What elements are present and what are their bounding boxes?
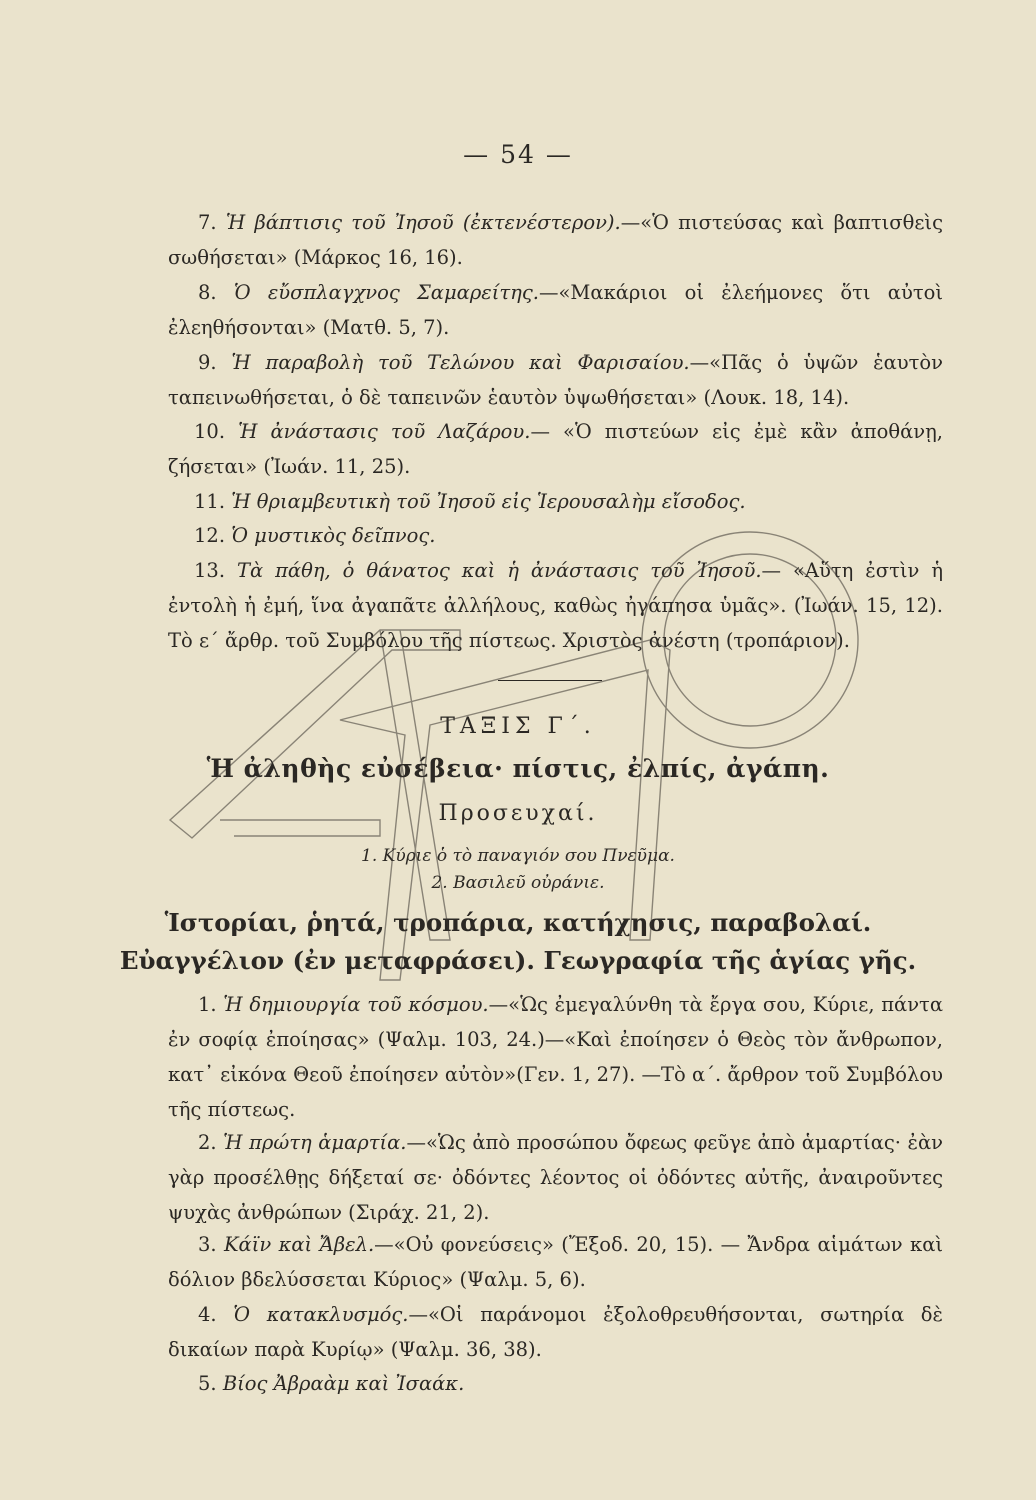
item-title: Τὰ πάθη, ὁ θάνατος καὶ ἡ ἀνάστασις τοῦ Ἰησοῦ. xyxy=(236,559,762,582)
section-divider xyxy=(498,680,602,681)
list-item xyxy=(168,414,943,484)
list-item xyxy=(168,1366,943,1401)
item-text: —«Οὐ φονεύσεις» (Ἔξοδ. 20, 15). — Ἄνδρα αἱμάτων καὶ δόλιον βδελύσσεται Κύριος» (Ψαλμ. 5, 6). xyxy=(168,1233,944,1291)
item-number: 13. xyxy=(194,559,226,582)
list-item xyxy=(168,1297,943,1367)
item-number: 2. xyxy=(198,1131,217,1154)
item-title: Ἡ δημιουργία τοῦ κόσμου. xyxy=(223,993,489,1016)
prayer-item: 2. Βασιλεῦ οὐράνιε. xyxy=(431,873,605,893)
prayers-heading: Προσευχαί. xyxy=(438,801,598,826)
list-item xyxy=(168,553,943,658)
item-text: —«Ὁ πιστεύσας καὶ βαπτισθεὶς σωθήσεται» (Μάρκος 16, 16). xyxy=(168,211,943,269)
list-item xyxy=(168,205,943,275)
item-number: 5. xyxy=(198,1372,217,1395)
item-text: — «Ὁ πιστεύων εἰς ἐμὲ κἂν ἀποθάνῃ, ζήσεται» (Ἰωάν. 11, 25). xyxy=(168,420,944,478)
item-number: 11. xyxy=(194,490,226,513)
item-number: 8. xyxy=(198,281,217,304)
item-title: Ἡ πρώτη ἁμαρτία. xyxy=(223,1131,407,1154)
section-heading: Ἡ ἀληθὴς εὐσέβεια· πίστις, ἐλπίς, ἀγάπη. xyxy=(206,754,830,783)
item-title: Κάϊν καὶ Ἄβελ. xyxy=(223,1233,375,1256)
item-title: Ὁ κατακλυσμός. xyxy=(233,1303,409,1326)
item-number: 12. xyxy=(194,524,226,547)
item-number: 10. xyxy=(194,420,226,443)
page-number: — 54 — xyxy=(463,140,573,169)
item-text: —«Πᾶς ὁ ὑψῶν ἑαυτὸν ταπεινωθήσεται, ὁ δὲ ταπεινῶν ἑαυτὸν ὑψωθήσεται» (Λουκ. 18, 14). xyxy=(168,351,943,409)
item-number: 7. xyxy=(198,211,217,234)
prayer-item: 1. Κύριε ὁ τὸ παναγιόν σου Πνεῦμα. xyxy=(361,846,675,866)
item-number: 3. xyxy=(198,1233,217,1256)
item-number: 1. xyxy=(198,993,217,1016)
item-text: — «Αὕτη ἐστὶν ἡ ἐντολὴ ἡ ἐμή, ἵνα ἀγαπᾶτε ἀλλήλους, καθὼς ἠγάπησα ὑμᾶς». (Ἰωάν. 15, 12). Τὸ ε΄ ἄρθρ. τοῦ Συμβόλου τῆς πίστεως. Χριστὸς ἀνέστη (τροπάριον). xyxy=(168,559,943,652)
item-title: Ἡ ἀνάστασις τοῦ Λαζάρου. xyxy=(238,420,531,443)
item-text: —«Ὡς ἀπὸ προσώπου ὄφεως φεῦγε ἀπὸ ἁμαρτίας· ἐὰν γὰρ προσέλθῃς δήξεταί σε· ὀδόντες λέοντος οἱ ὀδόντες αὐτῆς, ἀναιροῦντες ψυχὰς ἀνθρώπων (Σιράχ. 21, 2). xyxy=(168,1131,944,1224)
item-text: —«Οἱ παράνομοι ἐξολοθρευθήσονται, σωτηρία δὲ δικαίων παρὰ Κυρίῳ» (Ψαλμ. 36, 38). xyxy=(168,1303,944,1361)
subsection-heading: Ἱστορίαι, ῥητά, τροπάρια, κατήχησις, παραβολαί. xyxy=(164,908,872,937)
item-title: Ὁ εὔσπλαγχνος Σαμαρείτης. xyxy=(233,281,539,304)
item-title: Ὁ μυστικὸς δεῖπνος. xyxy=(231,524,436,547)
item-title: Ἡ θριαμβευτικὴ τοῦ Ἰησοῦ εἰς Ἱερουσαλὴμ εἴσοδος. xyxy=(231,490,746,513)
item-number: 9. xyxy=(198,351,217,374)
list-item xyxy=(168,1227,943,1297)
item-title: Ἡ βάπτισις τοῦ Ἰησοῦ (ἐκτενέστερον). xyxy=(225,211,621,234)
item-title: Βίος Ἀβραὰμ καὶ Ἰσαάκ. xyxy=(222,1372,465,1395)
item-text: —«Μακάριοι οἱ ἐλεήμονες ὅτι αὐτοὶ ἐλεηθήσονται» (Ματθ. 5, 7). xyxy=(168,281,943,339)
list-item xyxy=(168,1125,943,1230)
list-item xyxy=(168,987,943,1127)
subsection-heading: Εὐαγγέλιον (ἐν μεταφράσει). Γεωγραφία τῆς ἁγίας γῆς. xyxy=(119,946,917,975)
item-title: Ἡ παραβολὴ τοῦ Τελώνου καὶ Φαρισαίου. xyxy=(231,351,690,374)
item-text: —«Ὡς ἐμεγαλύνθη τὰ ἔργα σου, Κύριε, πάντα ἐν σοφίᾳ ἐποίησας» (Ψαλμ. 103, 24.)—«Καὶ ἐποίησεν ὁ Θεὸς τὸν ἄνθρωπον, κατ᾽ εἰκόνα Θεοῦ ἐποίησεν αὐτὸν»(Γεν. 1, 27). —Τὸ α΄. ἄρθρον τοῦ Συμβόλου τῆς πίστεως. xyxy=(168,993,944,1121)
section-label: ΤΑΞΙΣ Γ΄. xyxy=(440,714,596,739)
list-item xyxy=(168,275,943,345)
list-item xyxy=(168,345,943,415)
item-number: 4. xyxy=(198,1303,217,1326)
list-item xyxy=(168,484,943,519)
list-item xyxy=(168,518,943,553)
